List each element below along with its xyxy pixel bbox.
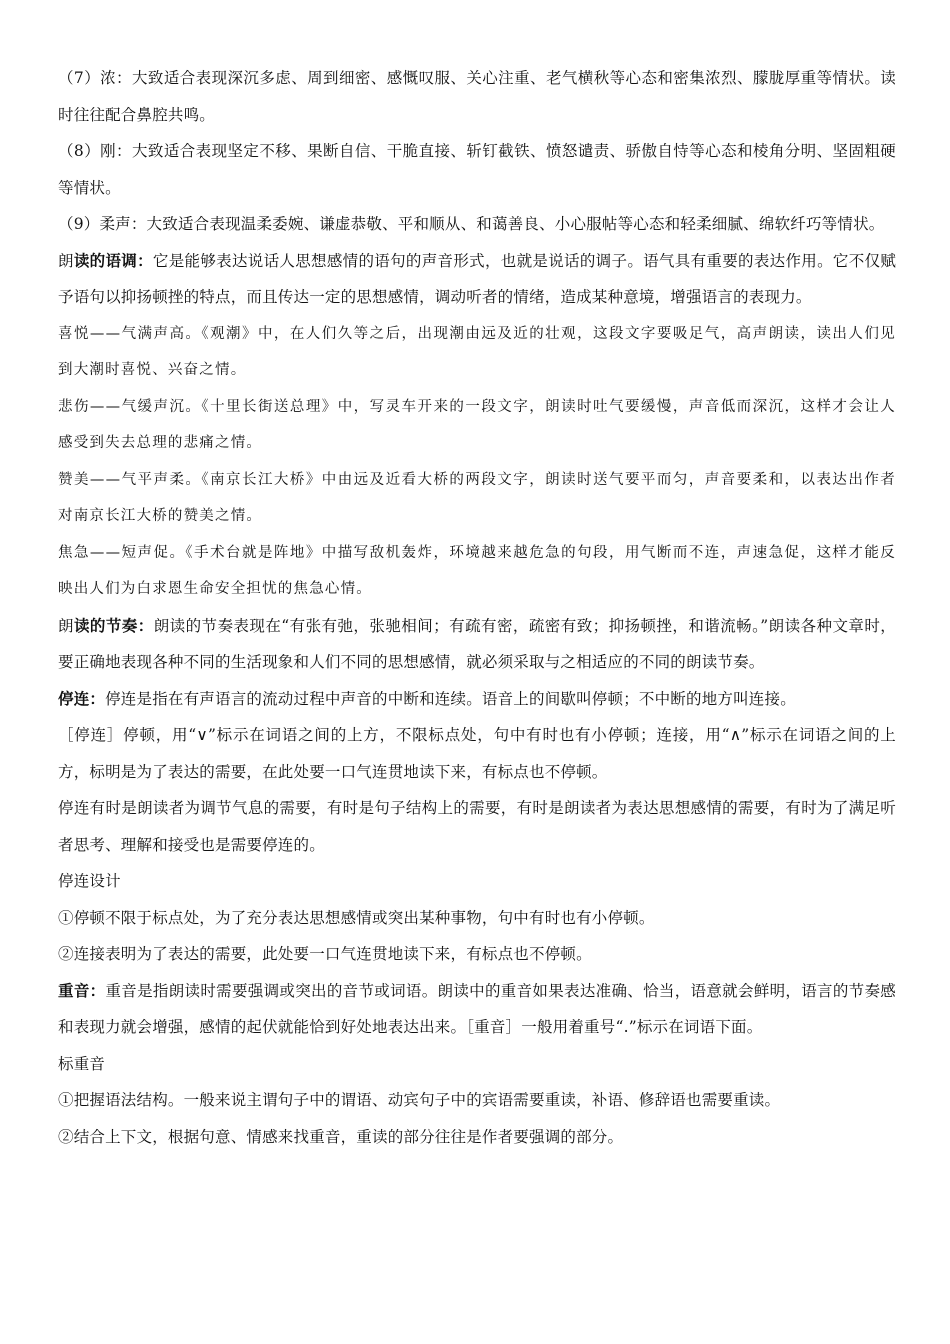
subheading-pause-design: [58, 863, 896, 900]
section-heading-rhythm: 的节奏：: [89, 615, 154, 635]
paragraph-text: 停连是指在有声语言的流动过程中声音的中断和连续。语音上的间歇叫停顿；不中断的地方叫连接。: [105, 689, 796, 708]
paragraph-anxious: [58, 535, 896, 608]
list-item: [58, 1119, 896, 1156]
paragraph-text: 焦急——短声促。《手术台就是阵地》中描写敌机轰炸，环境越来越危急的句段，用气断而不连，声速急促，这样才能反映出人们为白求恩生命安全担忧的焦急心情。: [58, 544, 896, 597]
paragraph-text: 喜悦——气满声高。《观潮》中，在人们久等之后，出现潮由远及近的壮观，这段文字要吸足气，高声朗读，读出人们见到大潮时喜悦、兴奋之情。: [58, 325, 896, 378]
paragraph-text: ［停连］停顿，用“∨”标示在词语之间的上方，不限标点处，句中有时也有小停顿；连接，用“∧”标示在词语之间的上方，标明是为了表达的需要，在此处要一口气连贯地读下来，有标点也不停顿。: [58, 726, 896, 781]
paragraph-text: （9）柔声：大致适合表现温柔委婉、谦虚恭敬、平和顺从、和蔼善良、小心服帖等心态和轻柔细腻、绵软纤巧等情状。: [58, 215, 885, 233]
subheading-stress-mark: [58, 1046, 896, 1083]
paragraph-praise: [58, 462, 896, 535]
paragraph-text: ①把握语法结构。一般来说主谓句子中的谓语、动宾句子中的宾语需要重读，补语、修辞语也需要重读。: [58, 1091, 781, 1109]
paragraph-text: 悲伤——气缓声沉。《十里长街送总理》中，写灵车开来的一段文字，朗读时吐气要缓慢，声音低而深沉，这样才会让人感受到失去总理的悲痛之情。: [58, 398, 896, 451]
paragraph-text: 停连有时是朗读者为调节气息的需要，有时是句子结构上的需要，有时是朗读者为表达思想感情的需要，有时为了满足听者思考、理解和接受也是需要停连的。: [58, 799, 896, 854]
list-item: [58, 900, 896, 937]
paragraph-text: （7）浓：大致适合表现深沉多虑、周到细密、感慨叹服、关心注重、老气横秋等心态和密集浓烈、朦胧厚重等情状。读时往往配合鼻腔共鸣。: [58, 69, 896, 124]
paragraph-text: ①停顿不限于标点处，为了充分表达思想感情或突出某种事物，句中有时也有小停顿。: [58, 908, 655, 927]
heading-prefix: 朗: [58, 616, 74, 635]
paragraph-grief: [58, 389, 896, 462]
section-heading-stress: 重音：: [58, 980, 106, 1000]
section-heading-pause: 停连：: [58, 688, 106, 708]
paragraph-thick-voice: [58, 60, 896, 133]
section-heading-intonation: 的语调：: [89, 250, 153, 270]
paragraph-pause-mark: [58, 717, 896, 790]
heading-bold-char: 读: [73, 250, 90, 270]
paragraph-text: ②结合上下文，根据句意、情感来找重音，重读的部分往往是作者要强调的部分。: [58, 1127, 624, 1146]
paragraph-pause: [58, 681, 896, 718]
paragraph-text: 它是能够表达说话人思想感情的语句的声音形式，也就是说话的调子。语气具有重要的表达作用。它不仅赋予语句以抑扬顿挫的特点，而且传达一定的思想感情，调动听者的情绪，造成某种意境，增强语言的表现力。: [58, 251, 897, 306]
paragraph-joy: [58, 316, 896, 389]
paragraph-firm-voice: [58, 133, 896, 206]
heading-bold-char: 读: [73, 615, 90, 635]
paragraph-rhythm: [58, 608, 896, 681]
heading-prefix: 朗: [58, 251, 74, 270]
paragraph-text: 朗读的节奏表现在“有张有弛，张驰相间；有疏有密，疏密有致；抑扬顿挫，和谐流畅。”朗读各种文章时，要正确地表现各种不同的生活现象和人们不同的思想感情，就必须采取与之相适应的不同的朗读节奏。: [58, 616, 897, 671]
paragraph-text: 标重音: [58, 1054, 106, 1073]
list-item: [58, 1082, 896, 1119]
paragraph-intonation: [58, 243, 896, 316]
paragraph-soft-voice: [58, 206, 896, 243]
paragraph-text: 赞美——气平声柔。《南京长江大桥》中由远及近看大桥的两段文字，朗读时送气要平而匀，声音要柔和，以表达出作者对南京长江大桥的赞美之情。: [58, 471, 896, 524]
paragraph-text: ②连接表明为了表达的需要，此处要一口气连贯地读下来，有标点也不停顿。: [58, 945, 592, 963]
paragraph-stress: [58, 973, 896, 1046]
paragraph-text: 重音是指朗读时需要强调或突出的音节或词语。朗读中的重音如果表达准确、恰当，语意就会鲜明，语言的节奏感和表现力就会增强，感情的起伏就能恰到好处地表达出来。［重音］一般用着重号“.”标示在词语下面。: [58, 981, 896, 1036]
paragraph-text: （8）刚：大致适合表现坚定不移、果断自信、干脆直接、斩钉截铁、愤怒谴责、骄傲自恃等心态和棱角分明、坚固粗硬等情状。: [58, 142, 896, 197]
list-item: [58, 936, 896, 973]
paragraph-text: 停连设计: [58, 872, 121, 890]
paragraph-pause-reason: [58, 790, 896, 863]
